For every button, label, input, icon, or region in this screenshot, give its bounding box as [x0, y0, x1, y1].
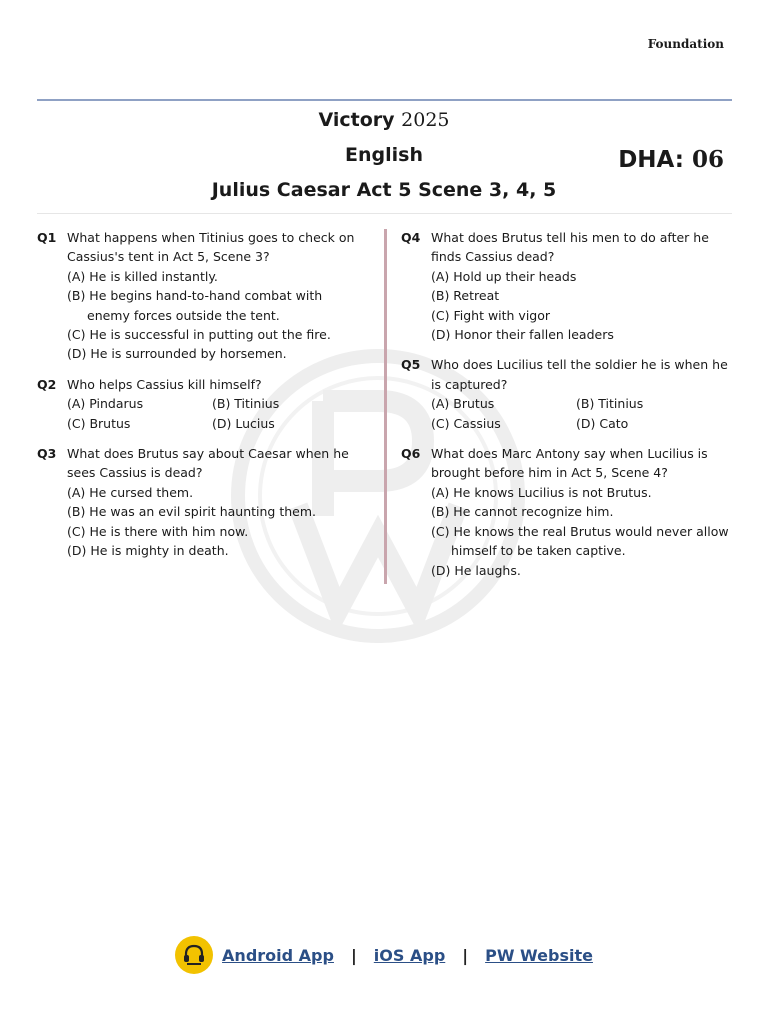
question-text: What happens when Titinius goes to check on Cassius's tent in Act 5, Scene 3? — [67, 230, 355, 265]
dha-label — [618, 146, 724, 173]
option-a: (A) Hold up their heads — [431, 268, 577, 284]
dha-text: DHA: — [618, 147, 684, 173]
option-a: (A) He is killed instantly. — [67, 268, 218, 284]
separator: | — [350, 945, 357, 965]
header-rule — [37, 99, 732, 101]
question-number: Q1 — [37, 230, 57, 245]
option-b: (B) He begins hand-to-hand combat with enemy forces outside the tent. — [67, 288, 323, 323]
separator: | — [462, 945, 469, 965]
option-b: (B) He was an evil spirit haunting them. — [67, 504, 316, 520]
subject-title: English — [345, 144, 423, 166]
chapter-title: Julius Caesar Act 5 Scene 3, 4, 5 — [211, 179, 557, 201]
question-1 — [37, 228, 367, 364]
customer-service-icon[interactable] — [175, 936, 213, 974]
question-number: Q4 — [401, 230, 421, 245]
headset-icon — [181, 942, 207, 968]
question-6 — [401, 444, 731, 580]
brand-name: Foundation — [647, 37, 724, 51]
option-d: (D) He laughs. — [431, 562, 521, 578]
question-4 — [401, 228, 731, 344]
question-text: What does Brutus say about Caesar when he sees Cassius is dead? — [67, 446, 349, 481]
option-d: (D) Honor their fallen leaders — [431, 327, 614, 343]
question-number: Q2 — [37, 376, 57, 392]
section-rule — [37, 213, 732, 214]
question-2 — [37, 375, 367, 433]
dha-number: 06 — [691, 146, 724, 173]
option-b: (B) He cannot recognize him. — [431, 504, 614, 520]
option-c: (C) He is there with him now. — [67, 523, 249, 539]
question-text: Who does Lucilius tell the soldier he is when he is captured? — [431, 357, 728, 392]
option-d: (D) Cato — [576, 415, 629, 431]
question-number: Q5 — [401, 357, 421, 373]
option-c: (C) Brutus — [67, 415, 131, 431]
left-column — [37, 228, 367, 572]
android-app-link[interactable]: Android App — [222, 945, 334, 965]
pw-website-link[interactable]: PW Website — [485, 945, 593, 965]
option-d: (D) He is surrounded by horsemen. — [67, 346, 287, 362]
question-text: What does Marc Antony say when Lucilius is brought before him in Act 5, Scene 4? — [431, 446, 708, 481]
batch-title — [0, 103, 768, 138]
option-a: (A) He cursed them. — [67, 484, 194, 500]
question-number: Q6 — [401, 446, 421, 462]
option-c: (C) Fight with vigor — [431, 307, 551, 323]
question-text: What does Brutus tell his men to do after he finds Cassius dead? — [431, 230, 709, 265]
option-c: (C) He knows the real Brutus would never allow himself to be taken captive. — [431, 523, 729, 559]
option-d: (D) Lucius — [212, 415, 275, 431]
question-text: Who helps Cassius kill himself? — [67, 376, 262, 392]
right-column — [401, 228, 731, 591]
option-b: (B) Titinius — [212, 396, 280, 412]
question-number: Q3 — [37, 446, 57, 462]
question-5 — [401, 355, 731, 433]
option-b: (B) Retreat — [431, 288, 500, 304]
batch-name: Victory — [318, 109, 395, 131]
option-a: (A) Pindarus — [67, 396, 144, 412]
question-3 — [37, 444, 367, 560]
ios-app-link[interactable]: iOS App — [373, 945, 446, 965]
batch-year: 2025 — [401, 109, 450, 131]
option-a: (A) Brutus — [431, 396, 495, 412]
column-divider — [384, 229, 387, 584]
footer-links — [0, 936, 768, 974]
option-c: (C) He is successful in putting out the fire. — [67, 327, 331, 343]
option-a: (A) He knows Lucilius is not Brutus. — [431, 484, 652, 500]
option-d: (D) He is mighty in death. — [67, 543, 229, 559]
option-c: (C) Cassius — [431, 415, 501, 431]
option-b: (B) Titinius — [576, 396, 644, 412]
